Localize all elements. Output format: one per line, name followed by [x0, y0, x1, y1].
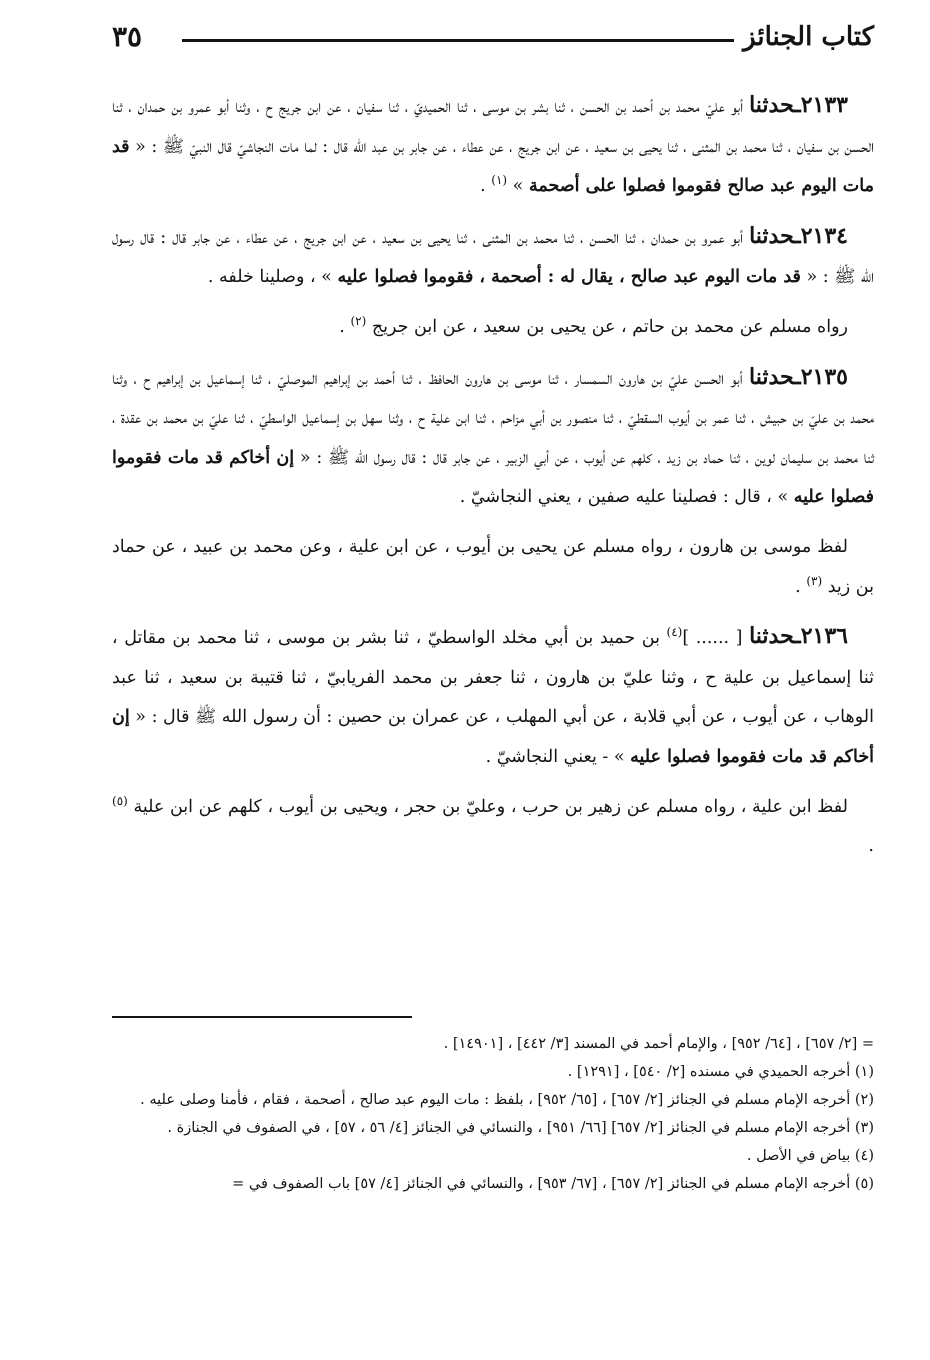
footnotes-section [112, 1016, 874, 1198]
page-number: ٣٥ [112, 20, 143, 53]
footnote-continuation: = [٢/ ٦٥٧] ، [٦٤/ ٩٥٢] ، والإمام أحمد في المسند [٣/ ٤٤٢] ، [١٤٩٠١] . [443, 1036, 874, 1052]
hadith-number: ٢١٣٥ [800, 363, 848, 390]
hadith-number: ٢١٣٣ [800, 92, 848, 118]
matn-text: قد مات اليوم عبد صالح فقوموا فصلوا على أصحمة [112, 136, 874, 197]
period: . [868, 836, 874, 857]
hadith-number: ٢١٣٦ [800, 623, 848, 650]
book-title: كتاب الجنائز [743, 22, 874, 52]
closing-text: » ، قال : فصلينا عليه صفين ، يعني النجاشيّ . [459, 487, 789, 508]
closing-text: » - يعني النجاشيّ . [485, 746, 625, 767]
period: . [339, 316, 345, 337]
hadith-2135: ٢١٣٥ـحدثنا أبو الحسن عليّ بن هارون السمسار ، ثنا موسى بن هارون الحافظ ، ثنا أحمد بن إبراهيم الموصليّ ، ثنا إسماعيل بن إبراهيم ح ، وثنا محمد بن عليّ بن حبيش ، ثنا عمر بن أيوب السقطيّ ، ثنا منصور بن أبي مزاحم ، ثنا ابن علية ح ، وثنا سهل بن إسماعيل الواسطيّ ، ثنا عليّ بن محمد بن عقدة ، ثنا محمد بن سليمان لوين ، ثنا حماد بن زيد ، كلهم عن أيوب ، عن أبي الزبير ، عن جابر قال : قال رسول الله ﷺ : « إن أخاكم قد مات فقوموا فصلوا عليه » ، قال : فصلينا عليه صفين ، يعني النجاشيّ . [112, 363, 874, 508]
isnad-text: أبو عليّ محمد بن أحمد بن الحسن ، ثنا بشر بن موسى ، ثنا الحميديّ ، ثنا سفيان ، عن ابن جريج ح ، وثنا أبو عمرو بن حمدان ، ثنا الحسن بن سفيان ، ثنا محمد بن المثنى ، ثنا يحيى بن سعيد ، عن ابن جريج ، عن عطاء ، عن جابر بن عبد الله قال : لما مات النجاشيّ قال النبيّ ﷺ : « [112, 97, 874, 157]
haddathana-word: حدثنا [749, 222, 795, 249]
footnote-ref: (١) [491, 173, 508, 188]
haddathana-word: حدثنا [749, 363, 795, 390]
footnote-3: (٣) أخرجه الإمام مسلم في الجنائز [٢/ ٦٥٧] [٦٦/ ٩٥١] ، والنسائي في الجنائز [٤/ ٥٦ ، ٥٧] ، في الصفوف في الجنازة . [167, 1120, 874, 1136]
isnad-text: أبو عمرو بن حمدان ، ثنا الحسن ، ثنا محمد بن المثنى ، ثنا يحيى بن سعيد ، عن ابن جريج ، عن عطاء ، عن جابر قال : قال رسول الله ﷺ : « [112, 227, 874, 288]
footnote-1: (١) أخرجه الحميدي في مسنده [٢/ ٥٤٠] ، [١٢٩١] . [567, 1064, 874, 1080]
hadith-2134: ٢١٣٤ـحدثنا أبو عمرو بن حمدان ، ثنا الحسن ، ثنا محمد بن المثنى ، ثنا يحيى بن سعيد ، عن ابن جريج ، عن عطاء ، عن جابر قال : قال رسول الله ﷺ : « قد مات اليوم عبد صالح ، يقال له : أصحمة ، فقوموا فصلوا عليه » ، وصلينا خلفه . [112, 222, 874, 288]
haddathana-word: حدثنا [749, 623, 795, 650]
period: . [795, 576, 801, 597]
note-text: رواه مسلم عن محمد بن حاتم ، عن يحيى بن سعيد ، عن ابن جريج [371, 316, 848, 337]
closing-text: » ، وصلينا خلفه . [207, 267, 332, 288]
lacuna-marker: [ ...... ] [682, 628, 743, 649]
period: . [480, 176, 486, 197]
takhrij-note [112, 788, 874, 867]
matn-text: إن أخاكم قد مات فقوموا فصلوا عليه [112, 707, 874, 767]
note-text: لفظ ابن علية ، رواه مسلم عن زهير بن حرب ، وعليّ بن حجر ، ويحيى بن أيوب ، كلهم عن ابن علية [133, 796, 848, 817]
main-text [112, 86, 874, 877]
hadith-2133: ٢١٣٣ـحدثنا أبو عليّ محمد بن أحمد بن الحسن ، ثنا بشر بن موسى ، ثنا الحميديّ ، ثنا سفيان ، عن ابن جريج ح ، وثنا أبو عمرو بن حمدان ، ثنا الحسن بن سفيان ، ثنا محمد بن المثنى ، ثنا يحيى بن سعيد ، عن ابن جريج ، عن عطاء ، عن جابر بن عبد الله قال : لما مات النجاشيّ قال النبيّ ﷺ : « قد مات اليوم عبد صالح فقوموا فصلوا على أصحمة » $^{(١)}$ . [112, 92, 874, 197]
quote-close: » [512, 176, 524, 197]
hadith-number: ٢١٣٤ [800, 222, 848, 249]
footnote-ref: (٣) [806, 573, 823, 588]
footnote-4: (٤) بياض في الأصل . [746, 1148, 874, 1164]
note-text: لفظ موسى بن هارون ، رواه مسلم عن يحيى بن أيوب ، عن ابن علية ، وعن محمد بن عبيد ، عن حماد بن زيد [112, 536, 874, 597]
header-rule [182, 39, 734, 42]
isnad-text: بن حميد بن أبي مخلد الواسطيّ ، ثنا بشر بن موسى ، ثنا محمد بن مقاتل ، ثنا إسماعيل بن علية ح ، وثنا عليّ بن هارون ، ثنا جعفر بن محمد الفريابيّ ، ثنا قتيبة بن سعيد ، ثنا عبد الوهاب ، عن أيوب ، عن أبي قلابة ، عن أبي المهلب ، عن عمران بن حصين : أن رسول الله ﷺ قال : « [112, 628, 874, 728]
footnote-ref: (٢) [350, 314, 367, 329]
takhrij-note [112, 528, 874, 607]
footnote-2: (٢) أخرجه الإمام مسلم في الجنائز [٢/ ٦٥٧] ، [٦٥/ ٩٥٢] ، بلفظ : مات اليوم عبد صالح ، أصحمة ، فقام ، فأمنا وصلى عليه . [140, 1092, 874, 1108]
footnote-divider [112, 1016, 412, 1018]
isnad-text: أبو الحسن عليّ بن هارون السمسار ، ثنا موسى بن هارون الحافظ ، ثنا أحمد بن إبراهيم الموصليّ ، ثنا إسماعيل بن إبراهيم ح ، وثنا محمد بن عليّ بن حبيش ، ثنا عمر بن أيوب السقطيّ ، ثنا منصور بن أبي مزاحم ، ثنا ابن علية ح ، وثنا سهل بن إسماعيل الواسطيّ ، ثنا عليّ بن محمد بن عقدة ، ثنا محمد بن سليمان لوين ، ثنا حماد بن زيد ، كلهم عن أيوب ، عن أبي الزبير ، عن جابر قال : قال رسول الله ﷺ : « [112, 368, 874, 468]
hadith-2136: ٢١٣٦ـحدثنا [ ...... ]$^{(٤)}$ بن حميد بن أبي مخلد الواسطيّ ، ثنا بشر بن موسى ، ثنا محمد بن مقاتل ، ثنا إسماعيل بن علية ح ، وثنا عليّ بن هارون ، ثنا جعفر بن محمد الفريابيّ ، ثنا قتيبة بن سعيد ، ثنا عبد الوهاب ، عن أيوب ، عن أبي قلابة ، عن أبي المهلب ، عن عمران بن حصين : أن رسول الله ﷺ قال : « إن أخاكم قد مات فقوموا فصلوا عليه » - يعني النجاشيّ . [112, 623, 874, 767]
footnote-ref: (٤) [666, 625, 683, 640]
footnote-ref: (٥) [112, 793, 128, 808]
matn-text: إن أخاكم قد مات فقوموا فصلوا عليه [112, 447, 874, 508]
takhrij-note [112, 308, 874, 348]
haddathana-word: حدثنا [749, 92, 795, 118]
matn-text: قد مات اليوم عبد صالح ، يقال له : أصحمة ، فقوموا فصلوا عليه [337, 267, 801, 288]
footnote-5: (٥) أخرجه الإمام مسلم في الجنائز [٢/ ٦٥٧] ، [٦٧/ ٩٥٣] ، والنسائي في الجنائز [٤/ ٥٧] باب الصفوف في = [232, 1176, 874, 1192]
page-header [112, 22, 874, 62]
